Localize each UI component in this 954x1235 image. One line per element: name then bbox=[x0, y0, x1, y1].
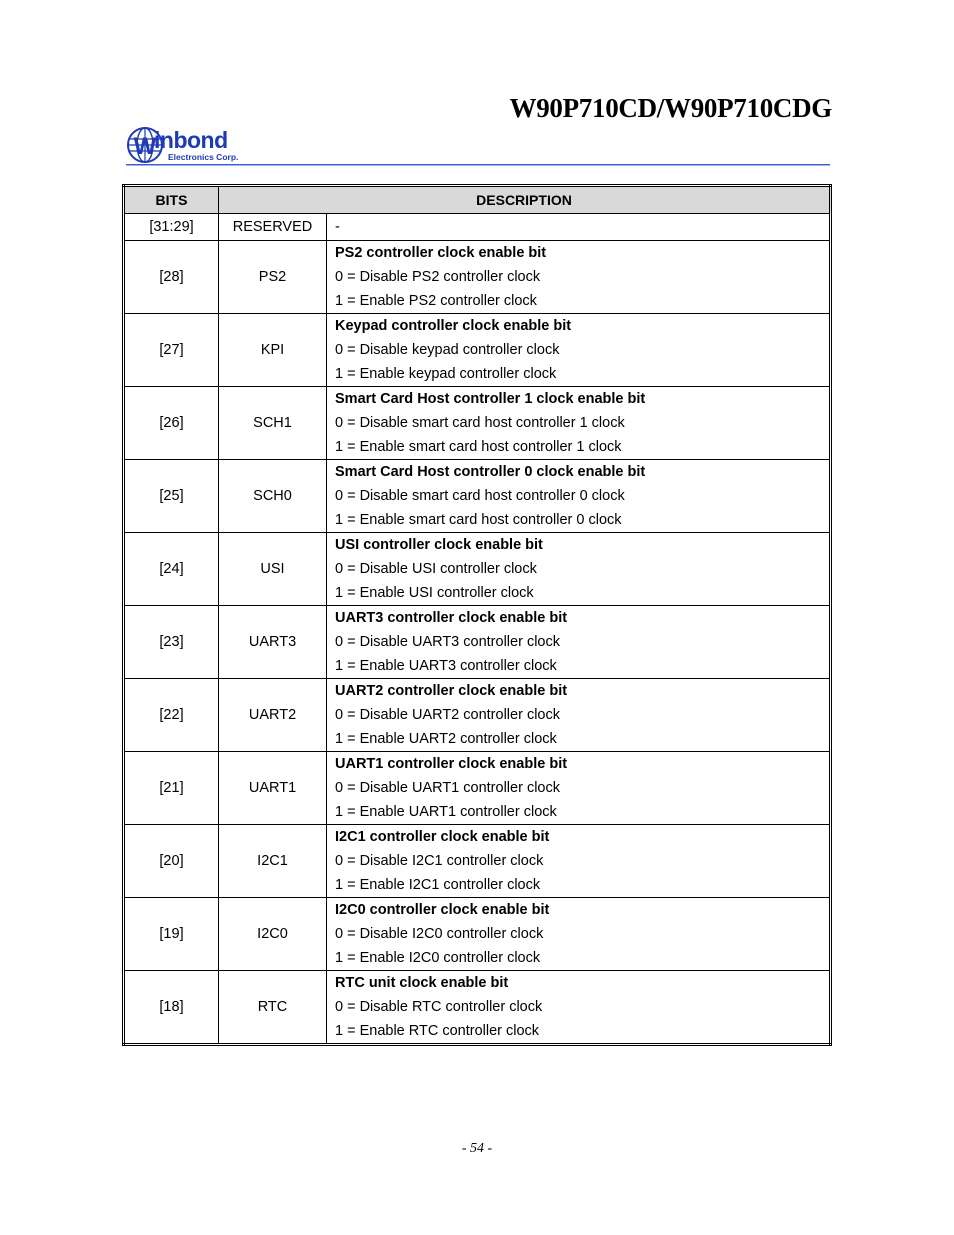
table-row bbox=[124, 460, 831, 533]
name-cell: SCH1 bbox=[219, 387, 327, 460]
table-row bbox=[124, 752, 831, 825]
table-row bbox=[124, 387, 831, 460]
column-header-bits: BITS bbox=[124, 186, 219, 214]
name-cell: UART2 bbox=[219, 679, 327, 752]
description-cell bbox=[327, 606, 831, 679]
table-row bbox=[124, 314, 831, 387]
name-cell: I2C1 bbox=[219, 825, 327, 898]
description-line-enable: 1 = Enable UART3 controller clock bbox=[335, 658, 557, 674]
description-title: Smart Card Host controller 1 clock enable bit bbox=[335, 391, 646, 407]
description-line-disable: 0 = Disable UART2 controller clock bbox=[335, 707, 560, 723]
description-line-disable: 0 = Disable I2C0 controller clock bbox=[335, 926, 544, 942]
logo-wordmark: inbond bbox=[154, 127, 228, 153]
description-line-disable: 0 = Disable smart card host controller 0 clock bbox=[335, 488, 625, 504]
description-line-disable: 0 = Disable PS2 controller clock bbox=[335, 269, 541, 285]
description-line-disable: 0 = Disable UART3 controller clock bbox=[335, 634, 560, 650]
description-title: UART3 controller clock enable bit bbox=[335, 610, 568, 626]
description-title: Keypad controller clock enable bit bbox=[335, 318, 572, 334]
description-cell: - bbox=[327, 214, 831, 241]
description-cell bbox=[327, 971, 831, 1045]
description-title: I2C1 controller clock enable bit bbox=[335, 829, 550, 845]
description-line-enable: 1 = Enable smart card host controller 1 clock bbox=[335, 439, 622, 455]
table-row bbox=[124, 825, 831, 898]
header-rule bbox=[126, 164, 830, 166]
column-header-description: DESCRIPTION bbox=[219, 186, 831, 214]
description-cell bbox=[327, 898, 831, 971]
name-cell: PS2 bbox=[219, 241, 327, 314]
bits-cell: [26] bbox=[124, 387, 219, 460]
logo-subtitle: Electronics Corp. bbox=[168, 152, 239, 162]
name-cell: SCH0 bbox=[219, 460, 327, 533]
bits-cell: [23] bbox=[124, 606, 219, 679]
table-header-row bbox=[124, 186, 831, 214]
description-title: UART1 controller clock enable bit bbox=[335, 756, 568, 772]
description-line-disable: 0 = Disable RTC controller clock bbox=[335, 999, 543, 1015]
description-line-enable: 1 = Enable PS2 controller clock bbox=[335, 293, 537, 309]
description-title: PS2 controller clock enable bit bbox=[335, 245, 547, 261]
description-line-enable: 1 = Enable UART1 controller clock bbox=[335, 804, 557, 820]
description-line-enable: 1 = Enable RTC controller clock bbox=[335, 1023, 540, 1039]
page-number: - 54 - bbox=[461, 1141, 493, 1156]
description-title: UART2 controller clock enable bit bbox=[335, 683, 568, 699]
description-title: RTC unit clock enable bit bbox=[335, 975, 509, 991]
bits-cell: [27] bbox=[124, 314, 219, 387]
description-cell bbox=[327, 679, 831, 752]
description-cell bbox=[327, 387, 831, 460]
description-line-enable: 1 = Enable UART2 controller clock bbox=[335, 731, 557, 747]
bits-cell: [24] bbox=[124, 533, 219, 606]
description-cell bbox=[327, 241, 831, 314]
description-title: I2C0 controller clock enable bit bbox=[335, 902, 550, 918]
bits-cell: [28] bbox=[124, 241, 219, 314]
bits-cell: [22] bbox=[124, 679, 219, 752]
description-line-disable: 0 = Disable UART1 controller clock bbox=[335, 780, 560, 796]
description-title: Smart Card Host controller 0 clock enable bit bbox=[335, 464, 646, 480]
description-line-disable: 0 = Disable USI controller clock bbox=[335, 561, 537, 577]
description-cell bbox=[327, 825, 831, 898]
table-row bbox=[124, 971, 831, 1045]
name-cell: UART1 bbox=[219, 752, 327, 825]
register-bits-table bbox=[122, 184, 832, 1046]
table-row bbox=[124, 241, 831, 314]
description-line-enable: 1 = Enable smart card host controller 0 clock bbox=[335, 512, 622, 528]
description-line-disable: 0 = Disable smart card host controller 1 clock bbox=[335, 415, 625, 431]
description-line-enable: 1 = Enable USI controller clock bbox=[335, 585, 534, 601]
bits-cell: [20] bbox=[124, 825, 219, 898]
name-cell: UART3 bbox=[219, 606, 327, 679]
bits-cell: [18] bbox=[124, 971, 219, 1045]
description-line-enable: 1 = Enable I2C0 controller clock bbox=[335, 950, 541, 966]
table-row bbox=[124, 679, 831, 752]
description-cell bbox=[327, 314, 831, 387]
logo-letter: W bbox=[133, 133, 157, 160]
description-line-enable: 1 = Enable I2C1 controller clock bbox=[335, 877, 541, 893]
document-title: W90P710CD/W90P710CDG bbox=[509, 93, 832, 123]
description-title: USI controller clock enable bit bbox=[335, 537, 543, 553]
winbond-logo bbox=[126, 126, 250, 166]
description-line-disable: 0 = Disable I2C1 controller clock bbox=[335, 853, 544, 869]
bits-cell: [25] bbox=[124, 460, 219, 533]
name-cell: RTC bbox=[219, 971, 327, 1045]
name-cell: I2C0 bbox=[219, 898, 327, 971]
table-row bbox=[124, 214, 831, 241]
table-row bbox=[124, 898, 831, 971]
bits-cell: [19] bbox=[124, 898, 219, 971]
description-cell bbox=[327, 533, 831, 606]
name-cell: USI bbox=[219, 533, 327, 606]
name-cell: RESERVED bbox=[219, 214, 327, 241]
description-line-enable: 1 = Enable keypad controller clock bbox=[335, 366, 557, 382]
description-cell bbox=[327, 460, 831, 533]
table-row bbox=[124, 606, 831, 679]
bits-cell: [21] bbox=[124, 752, 219, 825]
description-line-disable: 0 = Disable keypad controller clock bbox=[335, 342, 560, 358]
description-cell bbox=[327, 752, 831, 825]
name-cell: KPI bbox=[219, 314, 327, 387]
table-row bbox=[124, 533, 831, 606]
bits-cell: [31:29] bbox=[124, 214, 219, 241]
